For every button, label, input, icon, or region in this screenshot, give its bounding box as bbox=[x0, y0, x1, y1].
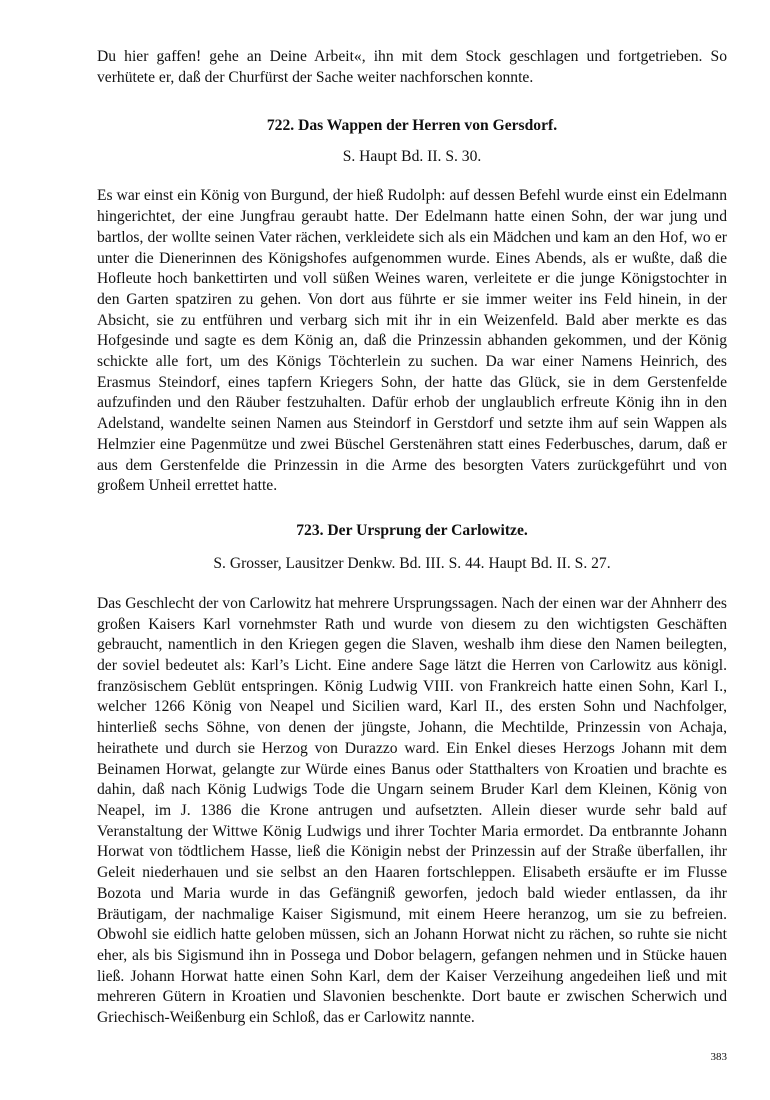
section-722 bbox=[97, 116, 727, 497]
section-body: Es war einst ein König von Burgund, der hieß Rudolph: auf dessen Befehl wurde einst ein Edelmann hingerichtet, der eine Jungfrau geraubt hatte. Der Edelmann hatte einen Sohn, der war jung und bartlos, der wollte seinen Vater rächen, verkleidete sich als ein Mädchen und kam an den Hof, wo er unter die Dienerinnen des Königshofes aufgenommen wurde. Eines Abends, als er wußte, daß die Hofleute hoch bankettirten und voll süßen Weines waren, verleitete er die junge Königstochter in den Garten spatziren zu gehen. Von dort aus führte er sie immer weiter ins Feld hinein, in der Absicht, sie zu entführen und verbarg sich mit ihr in ein Weizenfeld. Bald aber merkte es das Hofgesinde und sagte es dem König an, daß die Prinzessin abhanden gekommen, und der König schickte alle fort, um des Königs Töchterlein zu suchen. Da war einer Namens Heinrich, des Erasmus Steindorf, eines tapfern Kriegers Sohn, der hatte das Glück, sie in dem Gerstenfelde aufzufinden und den Räuber festzuhalten. Dafür erhob der unglaublich erfreute König ihn in den Adelstand, wandelte seinen Namen aus Steindorf in Gerstdorf und setzte ihm auf sein Wappen als Helmzier eine Pagenmütze und zwei Büschel Gerstenähren statt eines Federbusches, darum, daß er aus dem Gerstenfelde die Prinzessin in die Arme des besorgten Vaters zurückgeführt und von großem Unheil errettet hatte. bbox=[97, 187, 727, 495]
section-heading: 722. Das Wappen der Herren von Gersdorf. bbox=[266, 117, 558, 135]
section-body: Das Geschlecht der von Carlowitz hat mehrere Ursprungssagen. Nach der einen war der Ahnherr des großen Kaisers Karl vornehmster Rath und wurde von diesem zu den wichtigsten Geschäften gebraucht, namentlich in den Kriegen gegen die Slaven, weshalb ihm diese den Namen beilegten, der soviel bedeutet als: Karl’s Licht. Eine andere Sage lätzt die Herren von Carlowitz aus königl. französischem Geblüt entspringen. König Ludwig VIII. von Frankreich hatte einen Sohn, Karl I., welcher 1266 König von Neapel und Sicilien ward, Karl II., des ersten Sohn und Nachfolger, hinterließ sechs Söhne, von denen der jüngste, Johann, die Mechtilde, Prinzessin von Achaja, heirathete und durch sie Herzog von Durazzo ward. Ein Enkel dieses Herzogs Johann mit dem Beinamen Horwat, gelangte zur Würde eines Banus oder Statthalters von Kroatien und brachte es dahin, daß nach König Ludwigs Tode die Ungarn seinem Bruder Karl dem Kleinen, König von Neapel, im J. 1386 die Krone antrugen und aufsetzten. Allein dieser wurde sehr bald auf Veranstaltung der Wittwe König Ludwigs und ihrer Tochter Maria ermordet. Da entbrannte Johann Horwat von tödtlichem Hasse, ließ die Königin nebst der Prinzessin auf der Straße überfallen, ihr Geleit niederhauen und sie selbst an den Haaren fortschleppen. Elisabeth ersäufte er im Flusse Bozota und Maria wurde in das Gefängniß geworfen, jedoch bald wieder entlassen, da ihr Bräutigam, der nachmalige Kaiser Sigismund, mit einem Heere heranzog, um sie zu befreien. Obwohl sie eidlich hatte geloben müssen, sich an Johann Horwat nicht zu rächen, so ruhte sie nicht eher, als bis Sigismund ihn in Possega und Dobor belagern, gefangen nehmen und in Stücke hauen ließ. Johann Horwat hatte einen Sohn Karl, dem der Kaiser Verzeihung angedeihen ließ und mit mehreren Gütern in Kroatien und Slavonien beschenkte. Dort baute er zwischen Scherwich und Griechisch-Weißenburg ein Schloß, das er Carlowitz nannte. bbox=[97, 594, 727, 1027]
section-source: S. Haupt Bd. II. S. 30. bbox=[342, 148, 482, 166]
intro-paragraph: Du hier gaffen! gehe an Deine Arbeit«, ihn mit dem Stock geschlagen und fortgetrieben. So verhütete er, daß der Churfürst der Sache weiter nachforschen konnte. bbox=[97, 48, 727, 86]
page-number: 383 bbox=[710, 1051, 727, 1063]
document-page bbox=[97, 47, 727, 1029]
section-source: S. Grosser, Lausitzer Denkw. Bd. III. S. 44. Haupt Bd. II. S. 27. bbox=[213, 554, 611, 572]
section-723 bbox=[97, 521, 727, 1029]
section-heading: 723. Der Ursprung der Carlowitze. bbox=[296, 521, 528, 539]
